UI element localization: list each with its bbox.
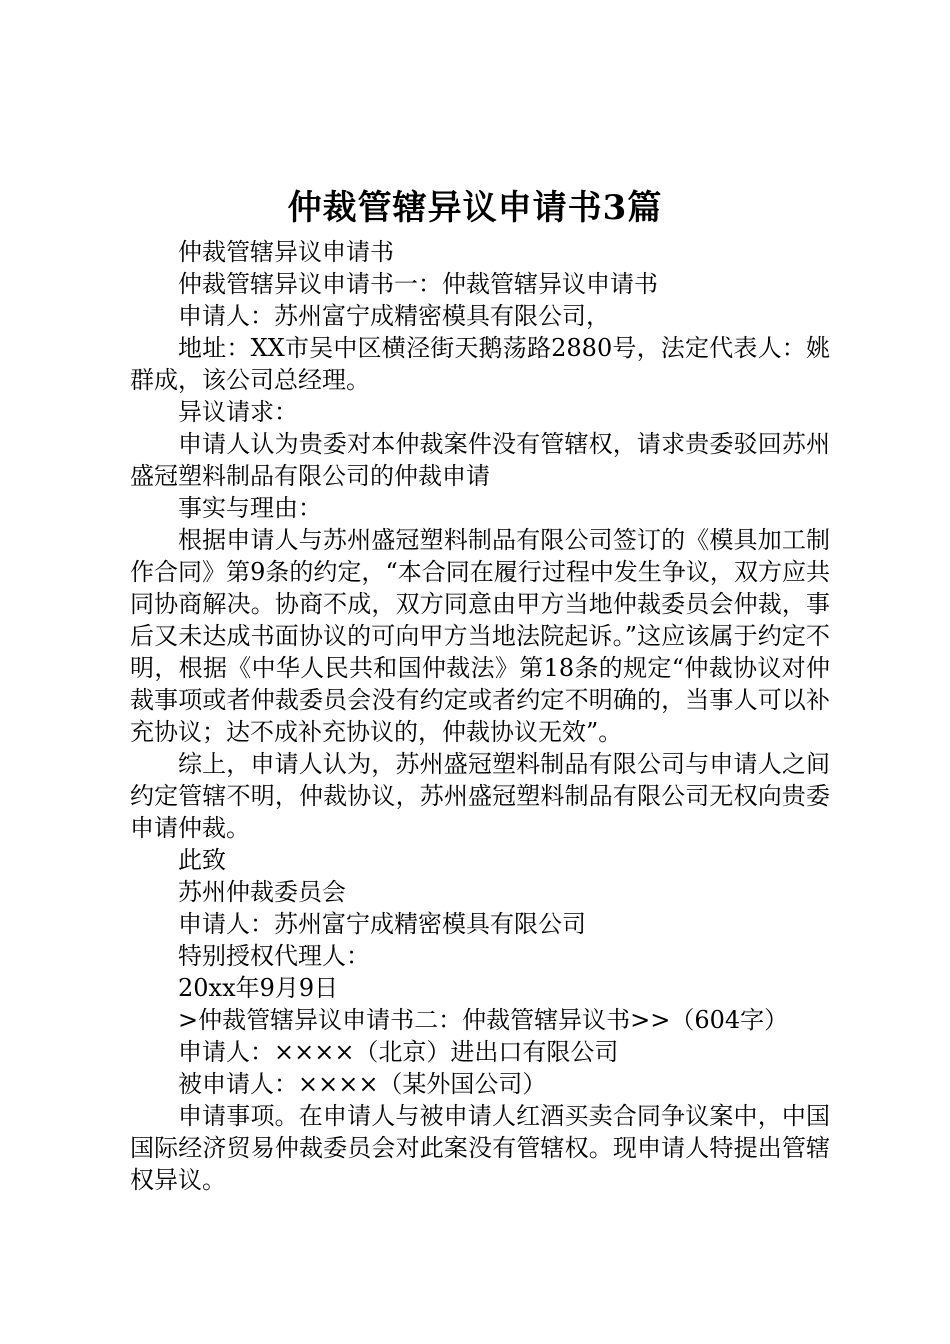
paragraph-subtitle-two: >仲裁管辖异议申请书二：仲裁管辖异议书>>（604字） xyxy=(178,1006,789,1034)
paragraph-recipient: 苏州仲裁委员会 xyxy=(178,878,346,906)
paragraph-facts: 根据申请人与苏州盛冠塑料制品有限公司签订的《模具加工制作合同》第9条的约定，“本合同在履行过程中发生争议，双方应共同协商解决。协商不成，双方同意由甲方当地仲裁委员会仲裁，事后又未达成书面协议的可向甲方当地法院起诉。”这应该属于约定不明，根据《中华人民共和国仲裁法》第18条的规定“仲裁协议对仲裁事项或者仲裁委员会没有约定或者约定不明确的，当事人可以补充协议；达不成补充协议的，仲裁协议无效”。 xyxy=(130,526,830,746)
paragraph-applicant: 申请人：苏州富宁成精密模具有限公司， xyxy=(178,302,610,330)
document-body xyxy=(130,236,830,1196)
paragraph-applicant-two: 申请人：××××（北京）进出口有限公司 xyxy=(178,1038,619,1066)
paragraph-date: 20xx年9月9日 xyxy=(178,974,339,1002)
paragraph-salutation: 此致 xyxy=(178,846,226,874)
paragraph-conclusion: 综上，申请人认为，苏州盛冠塑料制品有限公司与申请人之间约定管辖不明，仲裁协议，苏州盛冠塑料制品有限公司无权向贵委申请仲裁。 xyxy=(130,750,830,842)
paragraph-request-items: 申请事项。在申请人与被申请人红酒买卖合同争议案中，中国国际经济贸易仲裁委员会对此案没有管辖权。现申请人特提出管辖权异议。 xyxy=(130,1102,830,1194)
paragraph-subtitle-one: 仲裁管辖异议申请书一：仲裁管辖异议申请书 xyxy=(178,270,658,298)
paragraph-facts-label: 事实与理由： xyxy=(178,494,322,522)
document-title: 仲裁管辖异议申请书3篇 xyxy=(287,188,663,228)
paragraph-heading: 仲裁管辖异议申请书 xyxy=(178,238,394,266)
paragraph-agent: 特别授权代理人： xyxy=(178,942,370,970)
paragraph-address: 地址：XX市吴中区横泾街天鹅荡路2880号，法定代表人：姚群成，该公司总经理。 xyxy=(130,334,830,394)
paragraph-objection-request-label: 异议请求： xyxy=(178,398,298,426)
paragraph-signature-applicant: 申请人：苏州富宁成精密模具有限公司 xyxy=(178,910,586,938)
paragraph-objection-request: 申请人认为贵委对本仲裁案件没有管辖权，请求贵委驳回苏州盛冠塑料制品有限公司的仲裁申请 xyxy=(130,430,830,490)
paragraph-respondent: 被申请人：××××（某外国公司） xyxy=(178,1070,547,1098)
